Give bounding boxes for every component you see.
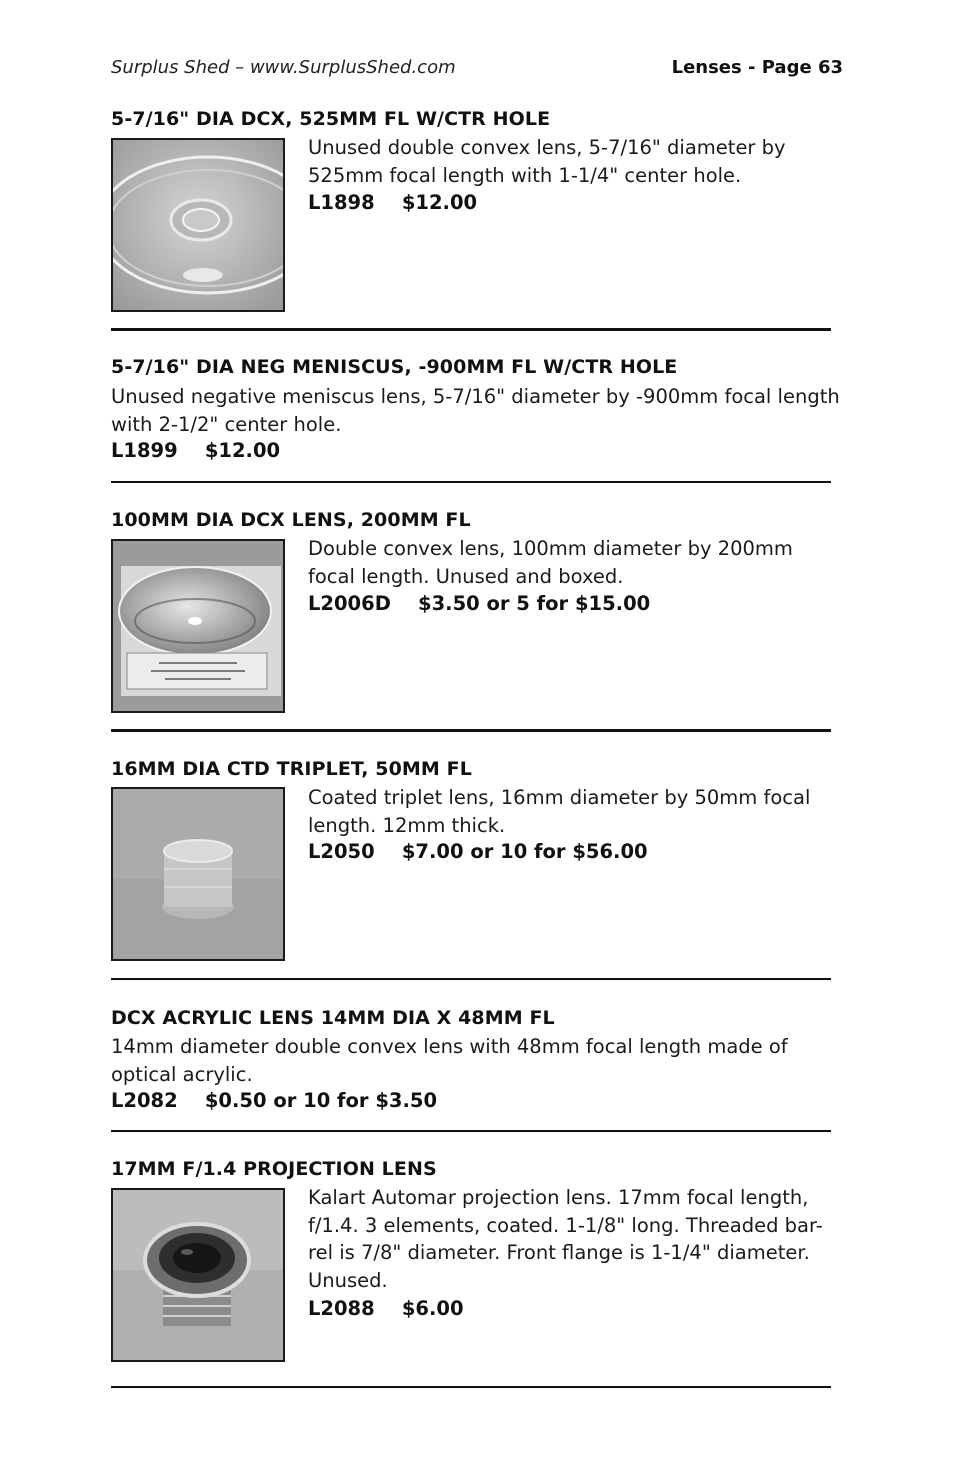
item-description: Coated triplet lens, 16mm diameter by 50mm focal length. 12mm thick. — [308, 786, 811, 837]
item-price: L1899 $12.00 — [111, 439, 281, 462]
item-price: L2082 $0.50 or 10 for $3.50 — [111, 1089, 438, 1112]
divider — [111, 729, 831, 732]
divider — [111, 328, 831, 331]
triplet-lens-icon — [113, 789, 283, 959]
item-title: 16MM DIA CTD TRIPLET, 50MM FL — [111, 758, 472, 780]
item-description: Double convex lens, 100mm diameter by 200mm focal length. Unused and boxed. — [308, 537, 793, 588]
divider — [111, 978, 831, 980]
item-description: Unused double convex lens, 5-7/16" diameter by 525mm focal length with 1-1/4" center hole. — [308, 136, 786, 187]
lens-photo — [111, 539, 285, 713]
item-price: L2050 $7.00 or 10 for $56.00 — [308, 840, 648, 863]
lens-photo — [111, 138, 285, 312]
item-title: 5-7/16" DIA NEG MENISCUS, -900MM FL W/CTR HOLE — [111, 356, 678, 378]
item-title: 100MM DIA DCX LENS, 200MM FL — [111, 509, 471, 531]
site-credit: Surplus Shed – www.SurplusShed.com — [111, 57, 456, 78]
item-description: Kalart Automar projection lens. 17mm focal length, f/1.4. 3 elements, coated. 1-1/8" long. Threaded bar-rel is 7/8" diameter. Front flange is 1-1/4" diameter. Unused. — [308, 1186, 823, 1292]
lens-photo — [111, 787, 285, 961]
divider — [111, 481, 831, 483]
boxed-convex-lens-icon — [113, 541, 283, 711]
item-title: 5-7/16" DIA DCX, 525MM FL W/CTR HOLE — [111, 108, 551, 130]
item-price: L1898 $12.00 — [308, 191, 478, 214]
item-price: L2088 $6.00 — [308, 1297, 464, 1320]
item-price: L2006D $3.50 or 5 for $15.00 — [308, 592, 651, 615]
page-label: Lenses - Page 63 — [671, 57, 843, 78]
item-title: DCX ACRYLIC LENS 14MM DIA X 48MM FL — [111, 1007, 555, 1029]
item-title: 17MM F/1.4 PROJECTION LENS — [111, 1158, 437, 1180]
projection-lens-icon — [113, 1190, 283, 1360]
double-convex-lens-with-center-hole-icon — [113, 140, 283, 310]
divider — [111, 1130, 831, 1132]
divider — [111, 1386, 831, 1388]
lens-photo — [111, 1188, 285, 1362]
item-description: 14mm diameter double convex lens with 48mm focal length made of optical acrylic. — [111, 1035, 788, 1086]
item-description: Unused negative meniscus lens, 5-7/16" diameter by -900mm focal length with 2-1/2" center hole. — [111, 385, 840, 436]
page-header — [111, 57, 843, 83]
